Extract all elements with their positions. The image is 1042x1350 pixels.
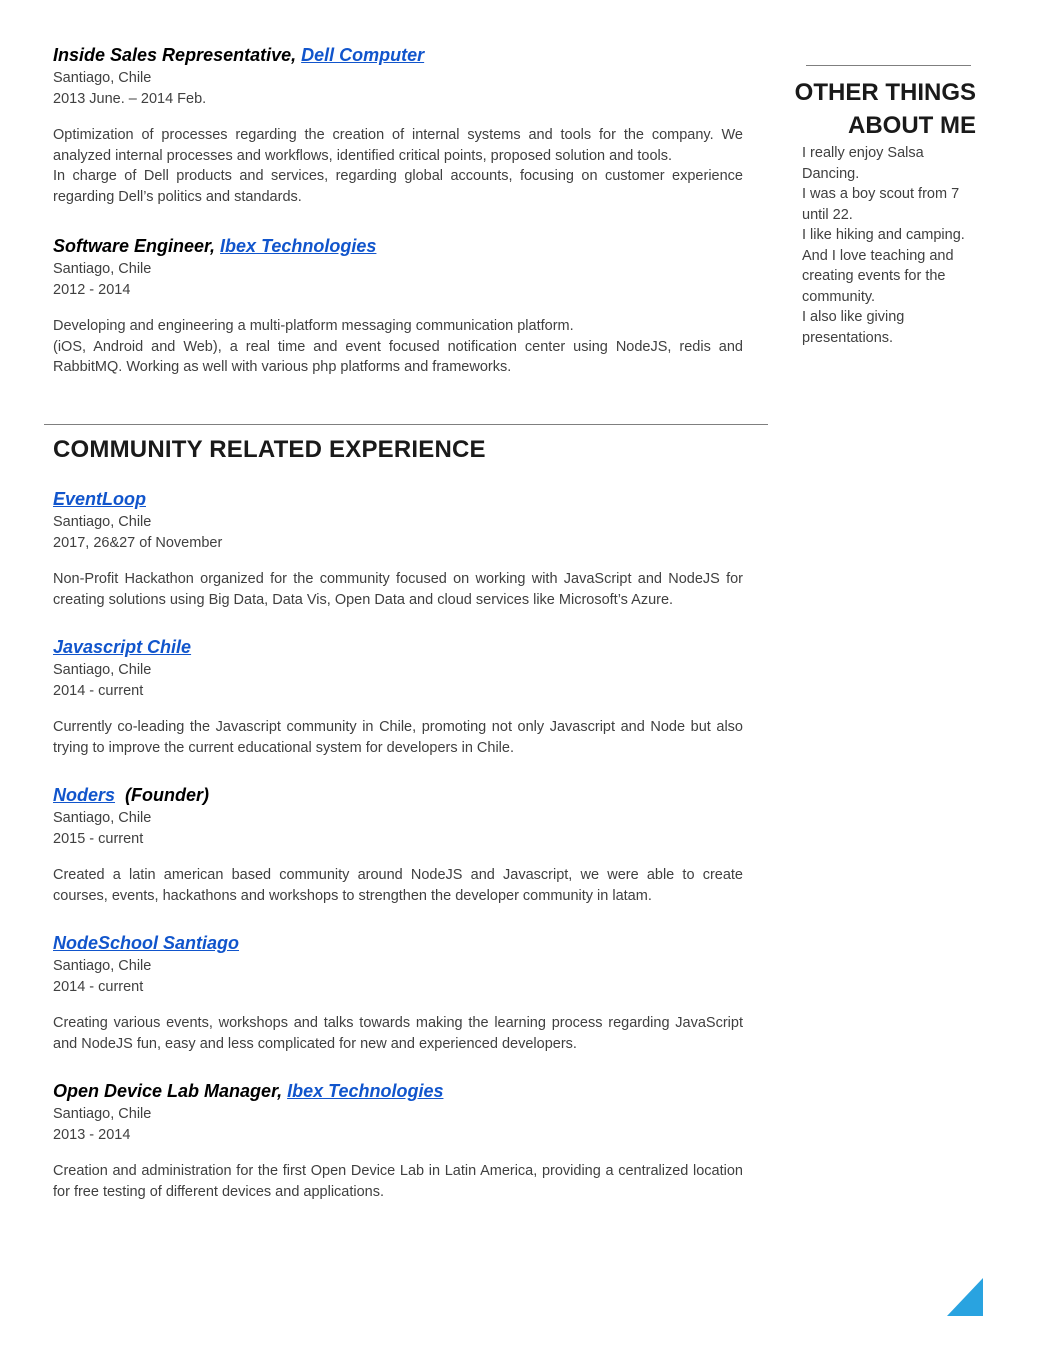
- community-title: [53, 634, 743, 660]
- about-me-item: And I love teaching and creating events for the community.: [802, 247, 954, 305]
- community-location: Santiago, Chile: [53, 958, 152, 974]
- community-dates: 2013 - 2014: [53, 1126, 131, 1143]
- community-title: [53, 1078, 743, 1104]
- community-entry: [53, 930, 743, 1054]
- job-description-paragraph: (iOS, Android and Web), a real time and event focused notification center using NodeJS, redis and RabbitMQ. Working as well with various php platforms and frameworks.: [53, 338, 743, 375]
- experience-entry: [53, 233, 743, 378]
- job-title: [53, 233, 743, 259]
- community-link[interactable]: Javascript Chile: [53, 637, 192, 657]
- community-dates: 2014 - current: [53, 682, 144, 699]
- job-location: Santiago, Chile: [53, 70, 152, 86]
- community-title: [53, 486, 743, 512]
- community-location: Santiago, Chile: [53, 1106, 152, 1122]
- community-experience-section: [53, 486, 743, 1202]
- community-entry: [53, 486, 743, 610]
- corner-triangle-decoration: [947, 1278, 983, 1316]
- sidebar-title-line: OTHER THINGS: [794, 79, 976, 106]
- community-dates: 2015 - current: [53, 830, 144, 847]
- community-link[interactable]: Noders: [53, 785, 116, 805]
- community-description: Non-Profit Hackathon organized for the community focused on working with JavaScript and NodeJS for creating solutions using Big Data, Data Vis, Open Data and cloud services like Microsoft’s Azure.: [53, 571, 743, 608]
- job-description-paragraph: Optimization of processes regarding the creation of internal systems and tools for the company. We analyzed internal processes and workflows, identified critical points, proposed solution and tools.: [53, 127, 743, 164]
- community-title: [53, 930, 743, 956]
- job-description: [53, 125, 743, 207]
- company-link[interactable]: Dell Computer: [301, 45, 425, 65]
- community-title: [53, 782, 743, 808]
- sidebar-title: [790, 76, 976, 142]
- company-link[interactable]: Ibex Technologies: [220, 236, 377, 256]
- sidebar-divider: [806, 65, 971, 66]
- community-link[interactable]: Ibex Technologies: [287, 1081, 444, 1101]
- community-role-suffix: (Founder): [115, 785, 209, 805]
- job-description: [53, 316, 743, 378]
- community-description: Creating various events, workshops and talks towards making the learning process regarding JavaScript and NodeJS fun, easy and less complicated for new and experienced developers.: [53, 1015, 743, 1052]
- community-location: Santiago, Chile: [53, 514, 152, 530]
- job-description-paragraph: Developing and engineering a multi-platform messaging communication platform.: [53, 318, 574, 334]
- community-location: Santiago, Chile: [53, 662, 152, 678]
- community-section-title: COMMUNITY RELATED EXPERIENCE: [53, 436, 486, 463]
- community-description: Currently co-leading the Javascript community in Chile, promoting not only Javascript and Node but also trying to improve the current educational system for developers in Chile.: [53, 719, 743, 756]
- community-entry: [53, 634, 743, 758]
- job-dates: 2013 June. – 2014 Feb.: [53, 90, 207, 107]
- about-me-item: I really enjoy Salsa Dancing.: [802, 145, 924, 182]
- job-dates: 2012 - 2014: [53, 281, 131, 298]
- job-title: [53, 42, 743, 68]
- community-description: Creation and administration for the first Open Device Lab in Latin America, providing a centralized location for free testing of different devices and applications.: [53, 1163, 743, 1200]
- about-me-item: I like hiking and camping.: [802, 227, 965, 243]
- community-description: Created a latin american based community around NodeJS and Javascript, we were able to create courses, events, hackathons and workshops to strengthen the developer community in latam.: [53, 867, 743, 904]
- about-me-item: I also like giving presentations.: [802, 309, 905, 346]
- about-me-list: [802, 143, 980, 348]
- community-entry: [53, 1078, 743, 1202]
- work-experience-section: [53, 42, 743, 378]
- community-link[interactable]: NodeSchool Santiago: [53, 933, 240, 953]
- section-divider: [44, 424, 768, 425]
- community-dates: 2014 - current: [53, 978, 144, 995]
- job-location: Santiago, Chile: [53, 261, 152, 277]
- job-description-paragraph: In charge of Dell products and services, regarding global accounts, focusing on customer experience regarding Dell’s politics and standards.: [53, 168, 743, 205]
- community-location: Santiago, Chile: [53, 810, 152, 826]
- job-role: Inside Sales Representative,: [53, 45, 302, 65]
- job-role: Software Engineer,: [53, 236, 221, 256]
- community-link[interactable]: EventLoop: [53, 489, 146, 509]
- about-me-item: I was a boy scout from 7 until 22.: [802, 186, 960, 223]
- experience-entry: [53, 42, 743, 207]
- community-role: Open Device Lab Manager,: [53, 1081, 288, 1101]
- community-dates: 2017, 26&27 of November: [53, 534, 223, 551]
- sidebar-title-line: ABOUT ME: [848, 112, 976, 139]
- community-entry: [53, 782, 743, 906]
